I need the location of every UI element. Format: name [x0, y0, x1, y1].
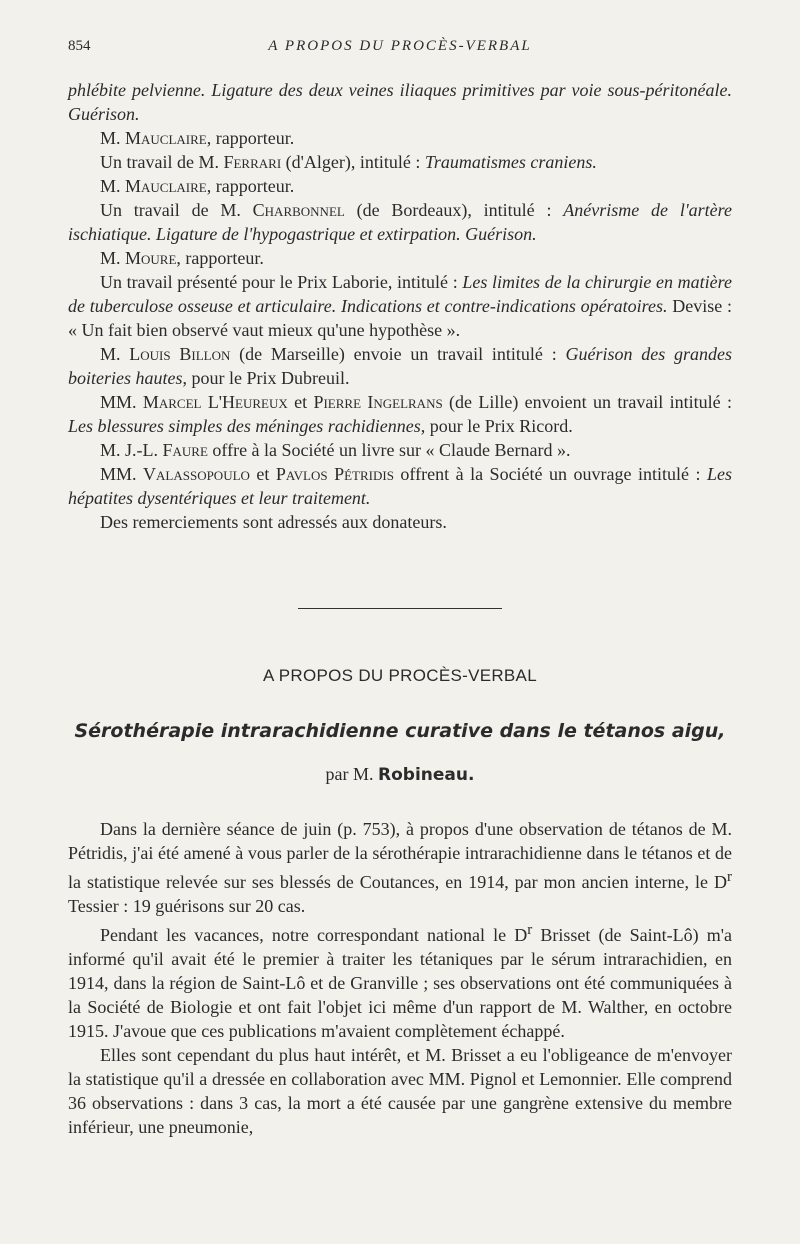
person-name: Mauclaire	[125, 176, 207, 196]
italic-text: Les blessures simples des méninges rachidiennes	[68, 416, 421, 436]
text: , rapporteur.	[206, 176, 295, 196]
text: M.	[100, 344, 130, 364]
text: (de Bordeaux), intitulé :	[344, 200, 564, 220]
running-title: A PROPOS DU PROCÈS-VERBAL	[268, 38, 532, 54]
paragraph	[68, 198, 732, 246]
paragraph	[68, 78, 732, 126]
paragraph	[68, 817, 732, 918]
italic-text: Les limites de la chirurgie en matière de tuberculose osseuse et articulaire. Indications et contre-indications opératoires.	[68, 272, 732, 316]
paragraph: Des remerciements sont adressés aux donateurs.	[100, 512, 447, 532]
person-name: Charbonnel	[252, 200, 345, 220]
page-number: 854	[68, 38, 91, 54]
person-name: Louis Billon	[129, 344, 231, 364]
person-name: Pavlos Pétridis	[275, 464, 394, 484]
article-title: Sérothérapie intrarachidienne curative dans le tétanos aigu,	[74, 720, 726, 742]
text: Un travail de M.	[100, 200, 253, 220]
italic-text: Traumatismes craniens.	[424, 152, 597, 172]
article-body	[68, 817, 732, 1139]
text: et	[287, 392, 314, 412]
italic-text: Les hépatites dysentériques et leur traitement.	[68, 464, 733, 508]
byline-prefix: par M.	[325, 764, 379, 784]
author-name: Robineau.	[378, 765, 475, 785]
paragraph	[68, 150, 732, 174]
text: M.	[100, 128, 126, 148]
superscript: r	[527, 922, 533, 938]
text: , pour le Prix Dubreuil.	[182, 368, 350, 388]
text: Dans la dernière séance de juin (p. 753), à propos d'une observation de tétanos de M. Pétridis, j'ai été amené à vous parler de la sérothérapie intrarachidienne dans le tétanos et de la statistique relevée sur ses blessés de Coutances, en 1914, par mon ancien interne, le D	[68, 819, 732, 892]
page-header	[68, 38, 732, 60]
paragraph: Elles sont cependant du plus haut intérêt, et M. Brisset a eu l'obligeance de m'envoyer la statistique qu'il a dressée en collaboration avec MM. Pignol et Lemonnier. Elle comprend 36 observations : dans 3 cas, la mort a été causée par une gangrène extensive du membre inférieur, une pneumonie,	[68, 1045, 732, 1137]
text: MM.	[100, 464, 144, 484]
superscript: r	[727, 869, 732, 885]
text: (de Lille) envoient un travail intitulé :	[442, 392, 732, 412]
text: Brisset (de Saint-Lô) m'a informé qu'il avait été le premier à traiter les tétaniques par le sérum intrarachidien, en 1914, dans la région de Saint-Lô et de Granville ; ses observations ont été communiquées à la Société de Biologie et ont fait l'objet ici même d'un rapport de M. Walther, en octobre 1915. J'avoue que ces publications m'avaient complètement échappé.	[68, 925, 733, 1041]
text: et	[249, 464, 276, 484]
paragraph	[68, 390, 732, 438]
text: Tessier : 19 guérisons sur 20 cas.	[68, 896, 306, 916]
text: (d'Alger), intitulé :	[281, 152, 425, 172]
byline	[68, 764, 732, 785]
person-name: Moure	[125, 248, 177, 268]
section-heading: A PROPOS DU PROCÈS-VERBAL	[263, 666, 537, 685]
text: offre à la Société un livre sur « Claude Bernard ».	[207, 440, 571, 460]
paragraph	[68, 174, 732, 198]
paragraph	[68, 246, 732, 270]
italic-text: phlébite pelvienne. Ligature des deux veines iliaques primitives par voie sous-péritonéale. Guérison.	[68, 80, 732, 124]
text: M.	[100, 248, 126, 268]
text: , rapporteur.	[206, 128, 295, 148]
italic-text: Guérison des grandes boiteries hautes	[68, 344, 733, 388]
person-name: Faure	[162, 440, 208, 460]
paragraph	[68, 126, 732, 150]
text: M.	[100, 176, 126, 196]
text: Un travail de M.	[100, 152, 224, 172]
italic-text: Anévrisme de l'artère ischiatique. Ligature de l'hypogastrique et extirpation. Guérison.	[68, 200, 732, 244]
person-name: Marcel L'Heureux	[142, 392, 288, 412]
paragraph	[68, 438, 732, 462]
person-name: Valassopoulo	[143, 464, 250, 484]
text: Devise : « Un fait bien observé vaut mieux qu'une hypothèse ».	[68, 296, 732, 340]
person-name: Ferrari	[223, 152, 282, 172]
paragraph	[68, 462, 732, 510]
paragraph	[68, 270, 732, 342]
text: MM.	[100, 392, 143, 412]
paragraph	[68, 342, 732, 390]
text: offrent à la Société un ouvrage intitulé :	[393, 464, 707, 484]
text: , rapporteur.	[176, 248, 264, 268]
paragraph	[68, 918, 732, 1043]
text: Pendant les vacances, notre correspondant national le D	[100, 925, 528, 945]
person-name: Mauclaire	[125, 128, 207, 148]
report-list	[68, 78, 732, 534]
text: M. J.-L.	[100, 440, 163, 460]
text: (de Marseille) envoie un travail intitulé :	[230, 344, 566, 364]
person-name: Pierre Ingelrans	[313, 392, 443, 412]
text: , pour le Prix Ricord.	[420, 416, 573, 436]
separator-rule	[298, 608, 502, 609]
text: Un travail présenté pour le Prix Laborie, intitulé :	[100, 272, 463, 292]
